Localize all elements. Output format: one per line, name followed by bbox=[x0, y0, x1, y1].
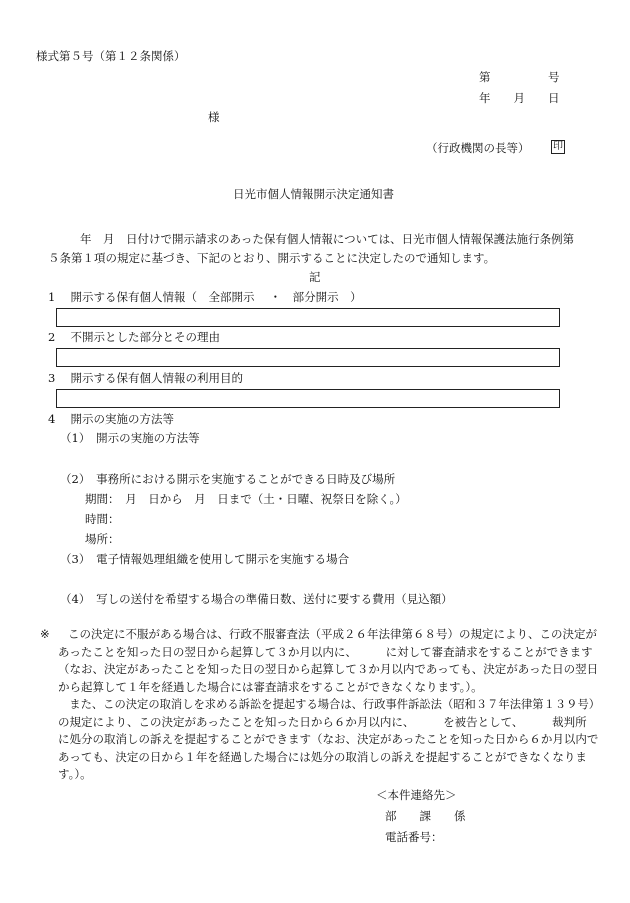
section-3-label: 3 開示する保有個人情報の利用目的 bbox=[48, 371, 243, 385]
section-4-label: 4 開示の実施の方法等 bbox=[48, 412, 174, 426]
section-4-1-label: （1） 開示の実施の方法等 bbox=[60, 431, 200, 445]
contact-department: 部 課 係 bbox=[385, 809, 466, 823]
note-line-1: この決定に不服がある場合は、行政不服審査法（平成２６年法律第６８号）の規定により、この決定が bbox=[68, 627, 597, 641]
note-line-8: あっても、決定の日から１年を経過した場合には処分の取消しの訴えを提起することができなくなりま bbox=[58, 750, 587, 764]
addressee: 様 bbox=[208, 110, 220, 124]
contact-phone: 電話番号： bbox=[385, 830, 443, 844]
note-line-7: に処分の取消しの訴えを提起することができます（なお、決定があったことを知った日から６か月以内で bbox=[58, 732, 599, 746]
section-4-3-label: （3） 電子情報処理組織を使用して開示を実施する場合 bbox=[60, 552, 350, 566]
seal-stamp: 印 bbox=[553, 141, 563, 152]
note-line-4: から起算して１年を経過した場合には審査請求をすることができなくなります。）。 bbox=[58, 680, 483, 694]
section-4-4-label: （4） 写しの送付を希望する場合の準備日数、送付に要する費用（見込額） bbox=[60, 592, 453, 606]
section-4-2-label: （2） 事務所における開示を実施することができる日時及び場所 bbox=[60, 472, 396, 486]
period-line: 期間： 月 日から 月 日まで（土・日曜、祝祭日を除く。） bbox=[85, 492, 407, 506]
note-line-5: また、この決定の取消しを求める訴訟を提起する場合は、行政事件訴訟法（昭和３７年法律第１３９号） bbox=[58, 697, 601, 711]
ki-heading: 記 bbox=[309, 270, 321, 284]
document-title: 日光市個人情報開示決定通知書 bbox=[233, 187, 394, 201]
section-2-field[interactable] bbox=[56, 348, 560, 367]
note-line-6: の規定により、この決定があったことを知った日から６か月以内に、 を被告として、 裁判所 bbox=[58, 715, 587, 729]
contact-heading: ＜本件連絡先＞ bbox=[376, 788, 457, 802]
section-3-field[interactable] bbox=[56, 389, 560, 408]
form-number: 様式第５号（第１２条関係） bbox=[36, 49, 186, 63]
issuer: （行政機関の長等） bbox=[426, 141, 530, 155]
note-line-3: （なお、決定があったことを知った日の翌日から起算して３か月以内であっても、決定があった日の翌日 bbox=[58, 662, 599, 676]
note-mark: ※ bbox=[40, 627, 50, 641]
section-2-label: 2 不開示とした部分とその理由 bbox=[48, 330, 220, 344]
note-line-9: す。）。 bbox=[58, 767, 92, 781]
place-line: 場所： bbox=[85, 532, 120, 546]
intro-line-2: ５条第１項の規定に基づき、下記のとおり、開示することに決定したので通知します。 bbox=[48, 251, 496, 265]
document-date: 年 月 日 bbox=[479, 91, 560, 105]
note-line-2: あったことを知った日の翌日から起算して３か月以内に、 に対して審査請求をすることができます bbox=[58, 645, 593, 659]
section-1-label: 1 開示する保有個人情報（ 全部開示 ・ 部分開示 ） bbox=[48, 290, 362, 304]
time-line: 時間： bbox=[85, 512, 120, 526]
section-1-field[interactable] bbox=[56, 308, 560, 327]
intro-line-1: 年 月 日付けで開示請求のあった保有個人情報については、日光市個人情報保護法施行条例第 bbox=[80, 232, 575, 246]
document-number: 第 号 bbox=[479, 70, 560, 84]
